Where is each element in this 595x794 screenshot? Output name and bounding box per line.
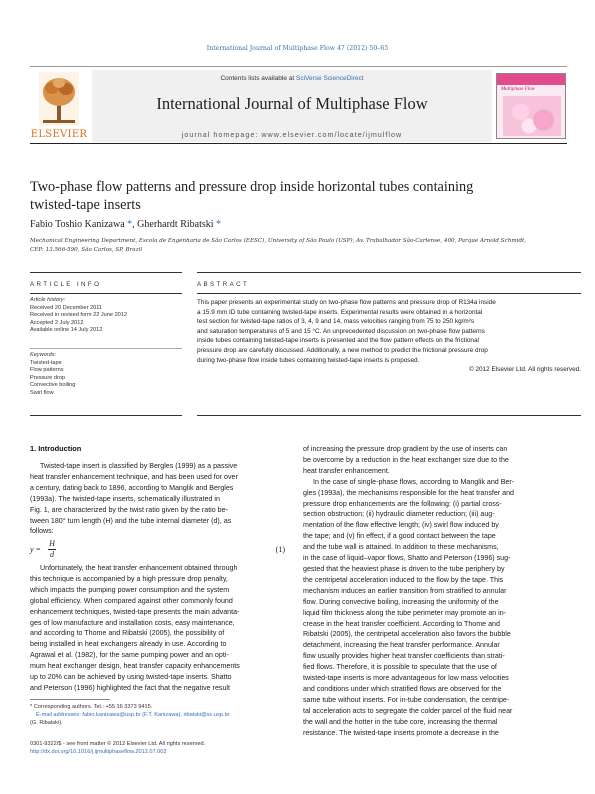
- abstract-text: [197, 298, 581, 375]
- text-line: and the tube wall is attained. In addition to these mechanisms,: [303, 543, 499, 552]
- author-list: [30, 219, 221, 230]
- text-line: flow usually provides higher heat transfer coefficients than strati-: [303, 652, 505, 661]
- publication-footer: [30, 740, 330, 756]
- text-line: twisted-tape inserts is more advantageous for low mass velocities: [303, 674, 509, 683]
- email-addresses-cont: (G. Ribatski).: [30, 720, 63, 726]
- abstract-line: pressure drop are carefully discussed. Additionally, a new method to predict the frictional pressure drop: [197, 346, 488, 354]
- text-line: mentation of the flow effective length; (iv) swirl flow induced by: [303, 521, 499, 530]
- text-line: (1993a). The twisted-tape inserts, schematically illustrated in: [30, 494, 220, 503]
- divider: [30, 272, 182, 273]
- text-line: the wall and the hotter in the tube core, increasing the thermal: [303, 717, 498, 726]
- keyword-item: Flow patterns: [30, 367, 64, 374]
- footnote-divider: [30, 699, 110, 700]
- text-line: which impacts the pumping power consumption and the system: [30, 585, 230, 594]
- keyword-item: Twisted-tape: [30, 359, 62, 366]
- text-line: be overcome by a reduction in the heat exchanger size due to the: [303, 455, 509, 464]
- keyword-item: Swirl flow: [30, 389, 54, 396]
- text-line: section obstruction; (ii) hydraulic diameter reduction; (iii) aug-: [303, 510, 495, 519]
- text-line: this technique is accompanied by a high pressure drop penalty,: [30, 574, 228, 583]
- text-line: Agrawal et al. (1982), for the same pumping power and an opti-: [30, 651, 229, 660]
- text-line: and conditions under which stratified flows are observed for the: [303, 684, 502, 693]
- journal-title: International Journal of Multiphase Flow: [156, 94, 428, 113]
- equation-lhs: y =: [30, 545, 41, 554]
- author-name: Gherhardt Ribatski: [137, 219, 214, 230]
- text-line: mechanism induces an earlier transition from stratified to annular: [303, 586, 507, 595]
- history-item: Received in revised form 22 June 2012: [30, 312, 128, 319]
- abstract-line: test section for twisted-tape ratios of 3, 4, 9 and 14, mass velocities ranging from 75 to 250 kg/m²s: [197, 318, 475, 326]
- corresponding-author-mark[interactable]: *: [216, 219, 222, 230]
- footnote: [30, 703, 287, 727]
- intro-right-column: [303, 444, 581, 738]
- abstract-line: a 15.9 mm ID tube containing twisted-tape inserts. Experimental results were obtained in a horizontal: [197, 308, 483, 316]
- sciencedirect-link[interactable]: SciVerse ScienceDirect: [295, 75, 364, 82]
- text-line: Twisted-tape insert is classified by Bergles (1999) as a passive: [40, 462, 238, 470]
- text-line: Fig. 1, are characterized by the twist ratio given by the ratio be-: [30, 505, 228, 514]
- journal-homepage[interactable]: journal homepage: www.elsevier.com/locate/ijmulflow: [181, 130, 403, 139]
- corresponding-author-mark[interactable]: *: [127, 219, 133, 230]
- article-info-heading: ARTICLE INFO: [30, 281, 102, 288]
- cover-image: [503, 96, 561, 136]
- text-line: tal acceleration acts to segregate the colder parcel of the fluid near: [303, 706, 513, 715]
- divider: [197, 293, 581, 294]
- doi-link[interactable]: http://dx.doi.org/10.1016/j.ijmultiphaseflow.2012.07.003: [30, 749, 167, 755]
- abstract-line: This paper presents an experimental study on two-phase flow patterns and pressure drop of R134a inside: [197, 299, 496, 306]
- affiliation-line: CEP: 13.566-590, São Carlos, SP, Brazil: [30, 246, 143, 253]
- equation-label: (1): [275, 545, 285, 554]
- journal-citation-line[interactable]: International Journal of Multiphase Flow 47 (2012) 50–65: [206, 45, 389, 52]
- contents-prefix: Contents lists available at: [220, 75, 295, 82]
- abstract-copyright: © 2012 Elsevier Ltd. All rights reserved.: [469, 366, 581, 374]
- text-line: flow. During convective boiling, increasing the uniformity of the: [303, 597, 499, 606]
- journal-cover-thumbnail: [496, 73, 566, 139]
- text-line: being installed in heat exchangers already in use. According to: [30, 640, 227, 649]
- equation-numerator: H: [49, 539, 55, 548]
- text-line: of increasing the pressure drop gradient by the use of inserts can: [303, 445, 508, 453]
- text-line: in the case of liquid–vapor flows, Shatto and Peterson (1996) sug-: [303, 554, 511, 563]
- text-line: mum heat exchanger design, heat transfer capacity enhancements: [30, 662, 240, 671]
- divider: [197, 272, 581, 273]
- history-item: Available online 14 July 2012: [30, 327, 103, 334]
- text-line: ges of low manufacture and installation costs, easy maintenance,: [30, 618, 235, 627]
- text-line: up to 20% can be achieved by using twisted-tape inserts. Shatto: [30, 673, 232, 682]
- text-line: detachment, increasing the heat transfer performance. Annular: [303, 641, 500, 650]
- elsevier-tree-icon: [39, 72, 79, 126]
- keyword-item: Convective boiling: [30, 382, 76, 389]
- publisher-name: ELSEVIER: [30, 129, 88, 140]
- abstract-line: inside tubes containing twisted-tape inserts is presented and the flow pattern effects on the frictional: [197, 337, 479, 345]
- history-item: Accepted 2 July 2012: [30, 319, 84, 326]
- divider: [30, 348, 182, 349]
- text-line: and according to Thome and Ribatski (2005), the possibility of: [30, 629, 225, 638]
- text-line: and Peterson (1996) highlighted the fact that the negative result: [30, 683, 230, 692]
- affiliation: [30, 237, 570, 254]
- abstract-heading: ABSTRACT: [197, 281, 250, 288]
- keywords: [30, 352, 182, 398]
- text-line: pressure drop enhancements are the following: (i) partial cross-: [303, 499, 502, 508]
- text-line: tween 180° turn length (H) and the tube internal diameter (d), as: [30, 516, 232, 525]
- corresponding-author-note: * Corresponding authors. Tel.: +55 16 3373 9415.: [30, 704, 153, 710]
- cover-band: [497, 74, 566, 85]
- text-line: gested that the heaviest phase is driven to the tube periphery by: [303, 564, 505, 573]
- intro-left-column-b: [30, 563, 287, 694]
- article-title-line-2: twisted-tape inserts: [30, 197, 141, 213]
- text-line: the tape; and (v) fin effect, if a good contact between the tape: [303, 532, 496, 541]
- intro-left-column-a: [30, 461, 287, 537]
- article-history: [30, 297, 182, 335]
- divider: [197, 415, 581, 416]
- contents-line: [92, 75, 492, 82]
- text-line: fied flows. Therefore, it is possible to speculate that the use of: [303, 663, 497, 672]
- text-line: Ribatski (2005), the centripetal acceleration also favors the bubble: [303, 630, 511, 639]
- text-line: resistance. The twisted-tape inserts promote a decrease in the: [303, 728, 499, 737]
- author-separator: ,: [132, 219, 138, 230]
- text-line: heat transfer enhancement.: [303, 466, 390, 475]
- affiliation-line: Mechanical Engineering Department, Escola de Engenharia de São Carlos (EESC), University of São Paulo (USP), Av. Trabalhador São-Carlense, 400, Parque Arnold Schmidt,: [30, 238, 527, 244]
- elsevier-logo: [30, 70, 88, 142]
- text-line: gles (1993a), the mechanisms responsible for the heat transfer and: [303, 488, 514, 497]
- text-line: In the case of single-phase flows, according to Manglik and Ber-: [313, 477, 515, 486]
- history-label: Article history:: [30, 297, 66, 303]
- section-heading-introduction: 1. Introduction: [30, 444, 82, 453]
- text-line: global efficiency. When compared against other commonly found: [30, 596, 233, 605]
- abstract-line: during two-phase flow inside tubes containing twisted-tape inserts is proposed.: [197, 356, 420, 364]
- text-line: liquid film thickness along the tube perimeter may promote an in-: [303, 608, 507, 617]
- equation-denominator: d: [50, 550, 54, 559]
- text-line: heat transfer enhancement technique, and has been used for over: [30, 472, 238, 481]
- keywords-label: Keywords:: [30, 352, 57, 358]
- text-line: a century, dating back to 1896, according to Manglik and Bergles: [30, 483, 234, 492]
- keyword-item: Pressure drop: [30, 374, 66, 381]
- email-addresses[interactable]: E-mail addresses: fabio.kanizawa@usp.br (F.T. Kanizawa), ribatski@sc.usp.br: [36, 712, 230, 718]
- author-name: Fabio Toshio Kanizawa: [30, 219, 125, 230]
- issn-line: 0301-9322/$ - see front matter © 2012 Elsevier Ltd. All rights reserved.: [30, 741, 206, 747]
- journal-masthead: [30, 66, 567, 144]
- abstract-line: and saturation temperatures of 5 and 15 °C. An unprecedented discussion on two-phase flow patterns: [197, 327, 485, 335]
- divider: [30, 415, 182, 416]
- text-line: Unfortunately, the heat transfer enhancement obtained through: [40, 564, 238, 572]
- text-line: enhancement techniques, twisted-tape presents the main advanta-: [30, 607, 240, 616]
- text-line: crease in the heat transfer coefficient. According to Thome and: [303, 619, 500, 628]
- divider: [30, 293, 182, 294]
- masthead-center: [92, 70, 492, 142]
- article-title-line-1: Two-phase flow patterns and pressure drop inside horizontal tubes containing: [30, 179, 474, 195]
- equation-1: [30, 539, 287, 563]
- article-title: [30, 178, 565, 214]
- text-line: follows:: [30, 527, 54, 536]
- text-line: the centripetal acceleration induced to the flow by the tape. This: [303, 575, 504, 584]
- cover-title: Multiphase Flow: [501, 87, 536, 92]
- history-item: Received 20 December 2011: [30, 304, 103, 311]
- text-line: same tube without inserts. For in-tube condensation, the centripe-: [303, 695, 510, 704]
